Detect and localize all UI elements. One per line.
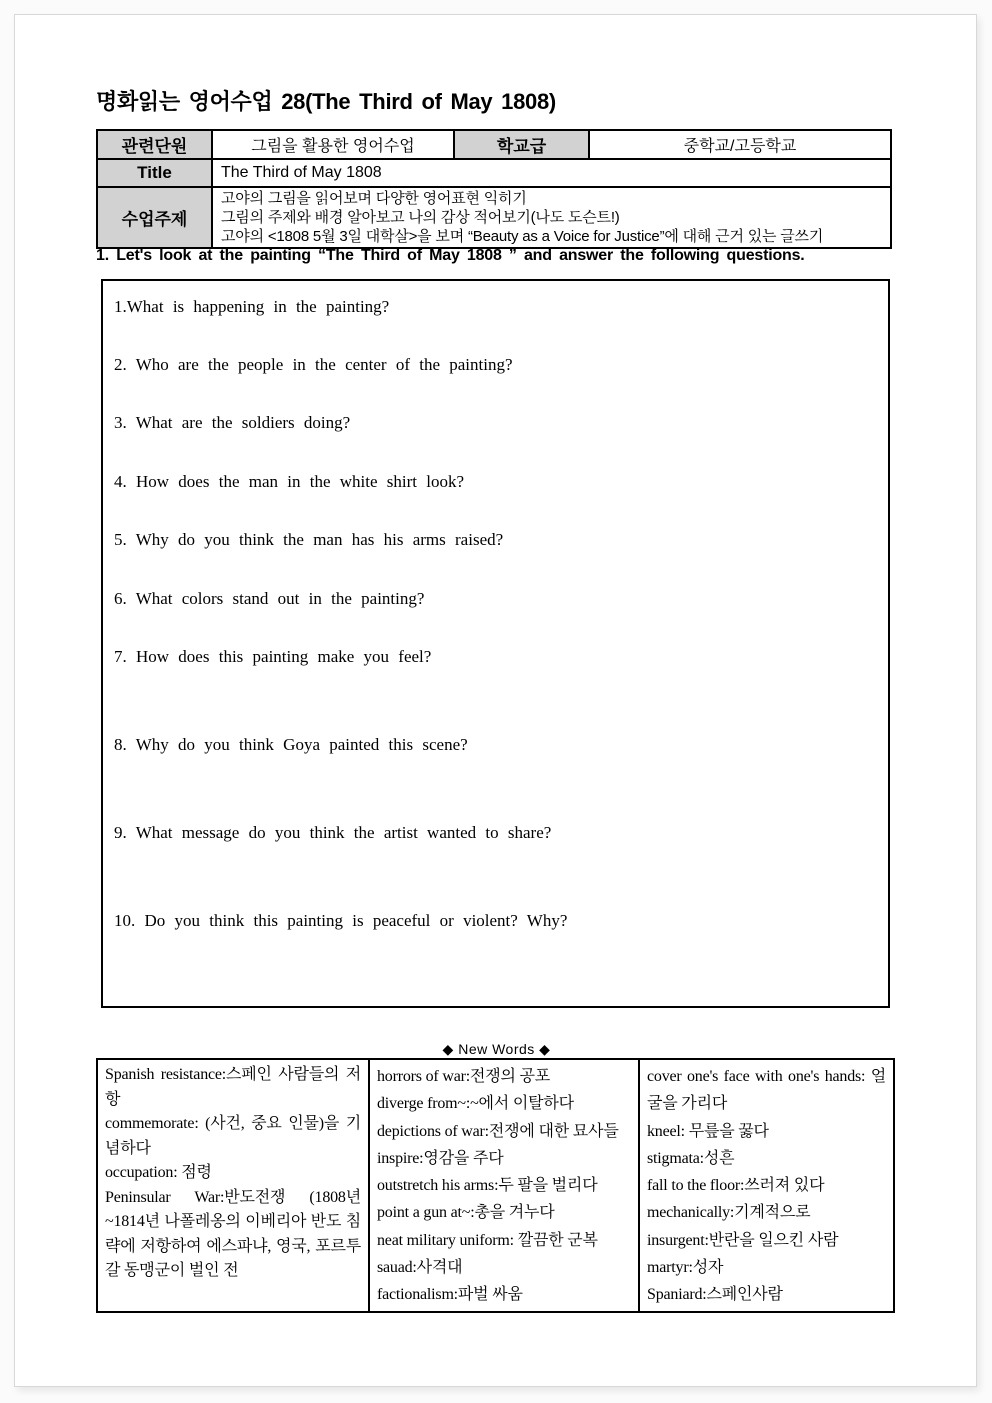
vocab-entry: fall to the floor:쓰러져 있다 (647, 1177, 825, 1195)
vocab-column-3 (639, 1059, 894, 1312)
question-item: 2. Who are the people in the center of the painting? (114, 355, 513, 374)
question-item: 10. Do you think this painting is peaceful or violent? Why? (114, 911, 568, 930)
topic-line: 고야의 <1808 5월 3일 대학살>을 보며 “Beauty as a Voice for Justice”에 대해 근거 있는 글쓰기 (221, 228, 824, 245)
related-unit-value: 그림을 활용한 영어수업 (212, 130, 454, 159)
topic-line: 고야의 그림을 읽어보며 다양한 영어표현 익히기 (221, 190, 527, 207)
vocab-entry: mechanically:기계적으로 (647, 1204, 811, 1222)
topic-line: 그림의 주제와 배경 알아보고 나의 감상 적어보기(나도 도슨트!) (221, 209, 620, 226)
vocab-entry: point a gun at~:총을 겨누다 (377, 1204, 555, 1222)
vocab-entry: horrors of war:전쟁의 공포 (377, 1068, 551, 1085)
table-row (97, 130, 891, 159)
new-words-table (96, 1058, 895, 1313)
school-level-value: 중학교/고등학교 (589, 130, 891, 159)
topic-value-cell (212, 187, 891, 248)
question-item: 5. Why do you think the man has his arms raised? (114, 530, 504, 549)
question-item: 8. Why do you think Goya painted this scene? (114, 735, 468, 754)
table-row (97, 1059, 894, 1312)
vocab-column-2 (369, 1059, 639, 1312)
vocab-entry: Spaniard:스페인사람 (647, 1286, 783, 1304)
worksheet-page (14, 14, 977, 1387)
lesson-info-table (96, 129, 892, 249)
vocab-entry: neat military uniform: 깔끔한 군복 (377, 1231, 598, 1249)
table-row (97, 159, 891, 187)
new-words-heading: ◆ New Words ◆ (442, 1041, 551, 1057)
question-item: 6. What colors stand out in the painting? (114, 589, 425, 608)
question-item: 9. What message do you think the artist wanted to share? (114, 823, 552, 842)
vocab-entry: Spanish resistance:스페인 사람들의 저항 (105, 1066, 361, 1108)
vocab-entry: depictions of war:전쟁에 대한 묘사들 (377, 1122, 619, 1140)
page-title: 명화읽는 영어수업 28(The Third of May 1808) (96, 89, 556, 114)
vocab-column-1 (97, 1059, 369, 1312)
title-value: The Third of May 1808 (212, 159, 891, 187)
vocab-entry: martyr:성자 (647, 1259, 724, 1277)
question-item: 3. What are the soldiers doing? (114, 413, 351, 432)
topic-label: 수업주제 (97, 187, 212, 248)
vocab-entry: insurgent:반란을 일으킨 사람 (647, 1231, 839, 1249)
vocab-entry: Peninsular War:반도전쟁 (1808년 ~1814년 나폴레옹의 이베리아 반도 침략에 저항하여 에스파냐, 영국, 포르투갈 동맹군이 벌인 전 (105, 1188, 361, 1279)
section-heading: 1. Let's look at the painting “The Third of May 1808 ” and answer the following questions. (96, 247, 805, 264)
question-item: 1.What is happening in the painting? (114, 297, 390, 316)
table-row (97, 187, 891, 248)
vocab-entry: sauad:사격대 (377, 1259, 463, 1277)
related-unit-label: 관련단원 (97, 130, 212, 159)
vocab-entry: kneel: 무릎을 꿇다 (647, 1122, 769, 1140)
title-label: Title (97, 159, 212, 187)
questions-box (101, 279, 890, 1008)
school-level-label: 학교급 (454, 130, 589, 159)
vocab-entry: cover one's face with one's hands: 얼굴을 가리다 (647, 1068, 886, 1113)
vocab-entry: occupation: 점령 (105, 1164, 212, 1181)
question-item: 7. How does this painting make you feel? (114, 647, 432, 666)
vocab-entry: outstretch his arms:두 팔을 벌리다 (377, 1177, 598, 1195)
vocab-entry: stigmata:성흔 (647, 1149, 735, 1167)
vocab-entry: commemorate: (사건, 중요 인물)을 기념하다 (105, 1115, 361, 1157)
vocab-entry: inspire:영감을 주다 (377, 1149, 504, 1167)
question-item: 4. How does the man in the white shirt look? (114, 472, 465, 491)
vocab-entry: diverge from~:~에서 이탈하다 (377, 1095, 574, 1113)
vocab-entry: factionalism:파벌 싸움 (377, 1286, 523, 1304)
